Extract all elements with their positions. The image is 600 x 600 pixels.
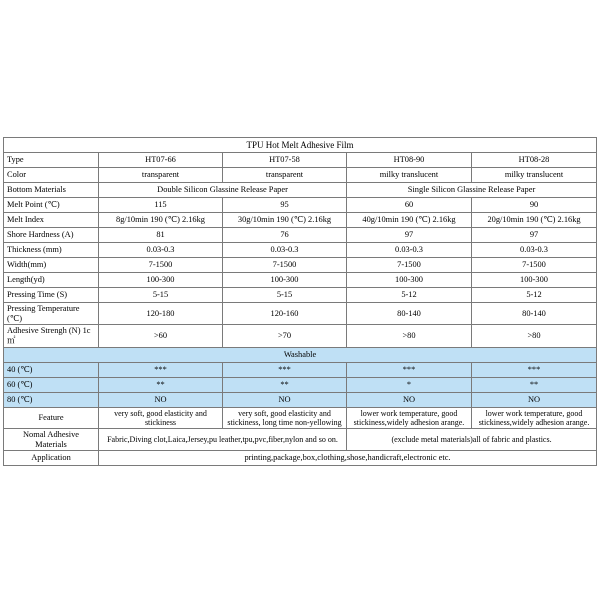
cell-adhesive-strength-0: >60 xyxy=(99,325,223,347)
cell-type-1: HT07-58 xyxy=(223,153,347,168)
table-row xyxy=(4,288,597,303)
cell-width-2: 7-1500 xyxy=(347,258,472,273)
table-title: TPU Hot Melt Adhesive Film xyxy=(4,138,597,153)
cell-type-3: HT08-28 xyxy=(472,153,597,168)
cell-wash40-0: *** xyxy=(99,362,223,377)
cell-adhesive-strength-3: >80 xyxy=(472,325,597,347)
cell-wash80-2: NO xyxy=(347,392,472,407)
cell-feature-0: very soft, good elasticity and stickiness xyxy=(99,407,223,428)
row-label-wash-40: 40 (℃) xyxy=(4,362,99,377)
cell-wash60-2: * xyxy=(347,377,472,392)
row-label-adhesive-strength: Adhesive Strengh (N) 1c㎡ xyxy=(4,325,99,347)
cell-pressing-time-3: 5-12 xyxy=(472,288,597,303)
cell-length-3: 100-300 xyxy=(472,273,597,288)
cell-adhesive-strength-2: >80 xyxy=(347,325,472,347)
row-label-feature: Feature xyxy=(4,407,99,428)
row-label-pressing-time: Pressing Time (S) xyxy=(4,288,99,303)
row-label-shore-hardness: Shore Hardness (A) xyxy=(4,228,99,243)
cell-shore-hardness-0: 81 xyxy=(99,228,223,243)
table-row xyxy=(4,347,597,362)
row-label-pressing-temperature: Pressing Temperature (℃) xyxy=(4,303,99,325)
row-label-length: Length(yd) xyxy=(4,273,99,288)
section-header-washable: Washable xyxy=(4,347,597,362)
row-label-width: Width(mm) xyxy=(4,258,99,273)
table-row xyxy=(4,138,597,153)
table-row xyxy=(4,213,597,228)
cell-bottom-materials-right: Single Silicon Glassine Release Paper xyxy=(347,183,597,198)
cell-melt-index-1: 30g/10min 190 (℃) 2.16kg xyxy=(223,213,347,228)
table-row xyxy=(4,153,597,168)
cell-pressing-time-1: 5-15 xyxy=(223,288,347,303)
table-row xyxy=(4,258,597,273)
cell-wash80-3: NO xyxy=(472,392,597,407)
cell-pressing-time-2: 5-12 xyxy=(347,288,472,303)
cell-melt-index-3: 20g/10min 190 (℃) 2.16kg xyxy=(472,213,597,228)
table-row xyxy=(4,243,597,258)
table-row xyxy=(4,392,597,407)
cell-nominal-materials-left: Fabric,Diving clot,Laica,Jersey,pu leather,tpu,pvc,fiber,nylon and so on. xyxy=(99,429,347,451)
cell-bottom-materials-left: Double Silicon Glassine Release Paper xyxy=(99,183,347,198)
cell-shore-hardness-1: 76 xyxy=(223,228,347,243)
table-row xyxy=(4,183,597,198)
row-label-wash-80: 80 (℃) xyxy=(4,392,99,407)
cell-shore-hardness-2: 97 xyxy=(347,228,472,243)
cell-wash40-3: *** xyxy=(472,362,597,377)
spec-table-container xyxy=(3,137,596,466)
cell-thickness-2: 0.03-0.3 xyxy=(347,243,472,258)
cell-shore-hardness-3: 97 xyxy=(472,228,597,243)
cell-length-2: 100-300 xyxy=(347,273,472,288)
cell-pressing-temperature-1: 120-160 xyxy=(223,303,347,325)
table-row xyxy=(4,451,597,466)
row-label-melt-index: Melt Index xyxy=(4,213,99,228)
cell-width-0: 7-1500 xyxy=(99,258,223,273)
cell-pressing-temperature-3: 80-140 xyxy=(472,303,597,325)
cell-melt-index-0: 8g/10min 190 (℃) 2.16kg xyxy=(99,213,223,228)
table-row xyxy=(4,407,597,428)
cell-wash40-2: *** xyxy=(347,362,472,377)
cell-melt-index-2: 40g/10min 190 (℃) 2.16kg xyxy=(347,213,472,228)
cell-length-0: 100-300 xyxy=(99,273,223,288)
cell-wash80-0: NO xyxy=(99,392,223,407)
table-row xyxy=(4,377,597,392)
cell-wash40-1: *** xyxy=(223,362,347,377)
spec-table xyxy=(3,137,597,466)
row-label-bottom-materials: Bottom Materials xyxy=(4,183,99,198)
cell-nominal-materials-right: (exclude metal materials)all of fabric and plastics. xyxy=(347,429,597,451)
cell-width-1: 7-1500 xyxy=(223,258,347,273)
cell-melt-point-0: 115 xyxy=(99,198,223,213)
cell-adhesive-strength-1: >70 xyxy=(223,325,347,347)
cell-wash60-1: ** xyxy=(223,377,347,392)
cell-feature-1: very soft, good elasticity and stickiness, long time non-yellowing xyxy=(223,407,347,428)
cell-wash60-3: ** xyxy=(472,377,597,392)
table-row xyxy=(4,168,597,183)
row-label-wash-60: 60 (℃) xyxy=(4,377,99,392)
table-row xyxy=(4,273,597,288)
cell-melt-point-1: 95 xyxy=(223,198,347,213)
row-label-color: Color xyxy=(4,168,99,183)
cell-thickness-3: 0.03-0.3 xyxy=(472,243,597,258)
row-label-type: Type xyxy=(4,153,99,168)
table-row xyxy=(4,228,597,243)
cell-pressing-temperature-0: 120-180 xyxy=(99,303,223,325)
row-label-nominal-adhesive-materials: Nomal Adhesive Materials xyxy=(4,429,99,451)
row-label-thickness: Thickness (mm) xyxy=(4,243,99,258)
row-label-melt-point: Melt Point (℃) xyxy=(4,198,99,213)
cell-color-0: transparent xyxy=(99,168,223,183)
cell-feature-2: lower work temperature, good stickiness,widely adhesion arange. xyxy=(347,407,472,428)
cell-thickness-0: 0.03-0.3 xyxy=(99,243,223,258)
cell-melt-point-3: 90 xyxy=(472,198,597,213)
cell-thickness-1: 0.03-0.3 xyxy=(223,243,347,258)
cell-length-1: 100-300 xyxy=(223,273,347,288)
row-label-application: Application xyxy=(4,451,99,466)
cell-type-0: HT07-66 xyxy=(99,153,223,168)
table-row xyxy=(4,325,597,347)
cell-width-3: 7-1500 xyxy=(472,258,597,273)
cell-wash80-1: NO xyxy=(223,392,347,407)
cell-color-3: milky translucent xyxy=(472,168,597,183)
cell-pressing-time-0: 5-15 xyxy=(99,288,223,303)
table-row xyxy=(4,362,597,377)
cell-feature-3: lower work temperature, good stickiness,widely adhesion arange. xyxy=(472,407,597,428)
cell-pressing-temperature-2: 80-140 xyxy=(347,303,472,325)
cell-color-2: milky translucent xyxy=(347,168,472,183)
table-row xyxy=(4,429,597,451)
cell-color-1: transparent xyxy=(223,168,347,183)
table-row xyxy=(4,303,597,325)
cell-wash60-0: ** xyxy=(99,377,223,392)
cell-application: printing,package,box,clothing,shose,handicraft,electronic etc. xyxy=(99,451,597,466)
cell-melt-point-2: 60 xyxy=(347,198,472,213)
table-row xyxy=(4,198,597,213)
cell-type-2: HT08-90 xyxy=(347,153,472,168)
